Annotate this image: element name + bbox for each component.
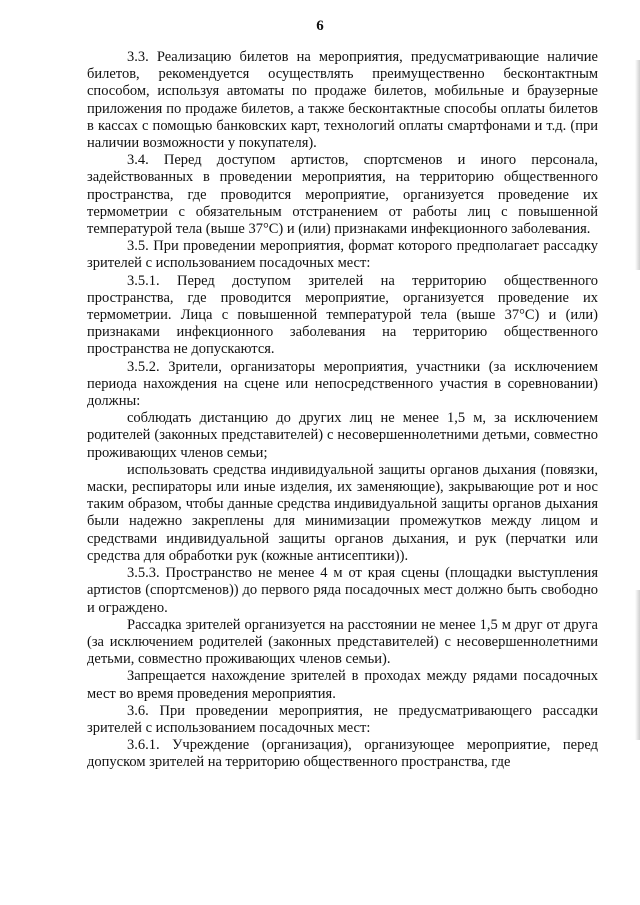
paragraph-3-6: 3.6. При проведении мероприятия, не предусматривающего рассадки зрителей с использованием посадочных мест:: [87, 702, 598, 736]
paragraph-3-3: 3.3. Реализацию билетов на мероприятия, предусматривающие наличие билетов, рекомендуется осуществлять преимущественно бесконтактным способом, используя автоматы по продаже билетов, мобильные и браузерные приложения по продаже билетов, а также бесконтактные способы оплаты билетов в кассах с помощью банковских карт, технологий оплаты смартфонами и т.д. (при наличии возможности у покупателя).: [87, 49, 598, 152]
paragraph-3-5-2: 3.5.2. Зрители, организаторы мероприятия, участники (за исключением периода нахождения на сцене или непосредственного участия в соревновании) должны:: [87, 358, 598, 410]
page-number: 6: [316, 18, 324, 34]
paragraph-3-4: 3.4. Перед доступом артистов, спортсменов и иного персонала, задействованных в проведении мероприятия, на территорию общественного пространства, где проводится мероприятие, организуется проведение их термометрии с обязательным отстранением от работы лиц с повышенной температурой тела (выше 37°С) и (или) признаками инфекционного заболевания.: [87, 152, 598, 238]
paragraph-3-5-1: 3.5.1. Перед доступом зрителей на территорию общественного пространства, где проводится мероприятие, организуется проведение их термометрии. Лица с повышенной температурой тела (выше 37°С) и (или) признаками инфекционного заболевания на территорию общественного пространства не допускаются.: [87, 272, 598, 358]
paragraph-3-5: 3.5. При проведении мероприятия, формат которого предполагает рассадку зрителей с использованием посадочных мест:: [87, 238, 598, 272]
paragraph-3-6-1: 3.6.1. Учреждение (организация), организующее мероприятие, перед допуском зрителей на территорию общественного пространства, где: [87, 737, 598, 771]
scan-edge-shadow: [635, 60, 640, 270]
paragraph-distance: соблюдать дистанцию до других лиц не менее 1,5 м, за исключением родителей (законных представителей) с несовершеннолетними детьми, совместно проживающих членов семьи;: [87, 410, 598, 461]
paragraph-seating: Рассадка зрителей организуется на расстоянии не менее 1,5 м друг от друга (за исключением родителей (законных представителей) с несовершеннолетними детьми, совместно проживающих членов семьи).: [87, 616, 598, 668]
paragraph-aisles: Запрещается нахождение зрителей в проходах между рядами посадочных мест во время проведения мероприятия.: [87, 668, 598, 702]
paragraph-3-5-3: 3.5.3. Пространство не менее 4 м от края сцены (площадки выступления артистов (спортсменов)) до первого ряда посадочных мест должно быть свободно и ограждено.: [87, 565, 598, 616]
scan-edge-shadow: [635, 590, 640, 740]
document-body: [87, 49, 598, 772]
paragraph-protection: использовать средства индивидуальной защиты органов дыхания (повязки, маски, респираторы или иные изделия, их заменяющие), закрывающие рот и нос таким образом, чтобы данные средства индивидуальной защиты органов дыхания были надежно закреплены для минимизации промежутков между лицом и средствами индивидуальной защиты органов дыхания, и рук (перчатки или средства для обработки рук (кожные антисептики)).: [87, 461, 598, 564]
